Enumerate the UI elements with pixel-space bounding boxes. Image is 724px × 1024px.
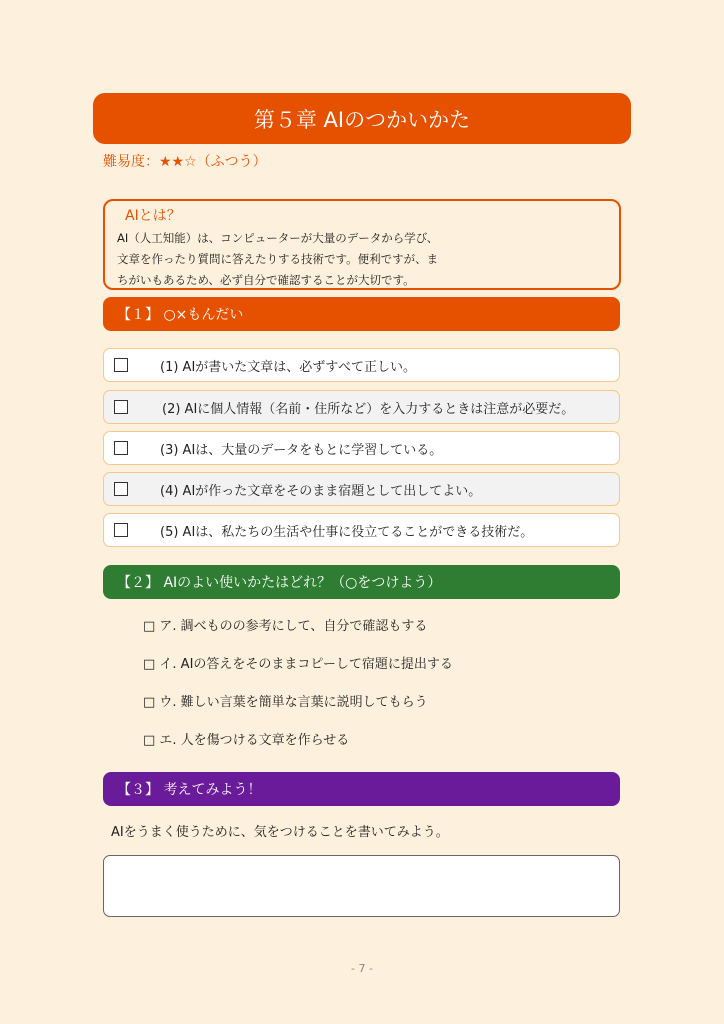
question-row-1 (103, 348, 620, 382)
page-number: - 7 - (351, 962, 373, 975)
info-line: ちがいもあるため、必ず自分で確認することが大切です。 (117, 273, 415, 287)
question-text-3: (3) AIは、大量のデータをもとに学習している。 (160, 442, 443, 458)
info-line: 文章を作ったり質問に答えたりする技術です。便利ですが、ま (117, 252, 439, 266)
question-row-5 (103, 513, 620, 547)
choice-u[interactable]: □ ウ. 難しい言葉を簡単な言葉に説明してもらう (143, 695, 428, 710)
checkbox-4[interactable] (114, 482, 128, 496)
section-1-heading: 【１】 ○×もんだい (103, 297, 620, 331)
checkbox-3[interactable] (114, 441, 128, 455)
checkbox-2[interactable] (114, 400, 128, 414)
info-box (103, 199, 621, 290)
writing-prompt: AIをうまく使うために、気をつけることを書いてみよう。 (111, 825, 449, 840)
info-line: AI（人工知能）は、コンピューターが大量のデータから学び、 (117, 231, 439, 245)
question-row-2 (103, 390, 620, 424)
question-text-4: (4) AIが作った文章をそのまま宿題として出してよい。 (160, 483, 482, 499)
checkbox-1[interactable] (114, 358, 128, 372)
info-box-title: AIとは？ (125, 208, 181, 224)
question-row-4 (103, 472, 620, 506)
question-text-2: (2) AIに個人情報（名前・住所など）を入力するときは注意が必要だ。 (162, 401, 575, 417)
chapter-title-text: 第５章 AIのつかいかた (253, 107, 471, 132)
choice-i[interactable]: □ イ. AIの答えをそのままコピーして宿題に提出する (143, 657, 453, 672)
difficulty-label: 難易度：★★☆（ふつう） (103, 154, 267, 170)
chapter-title (93, 93, 631, 144)
info-box-body (117, 228, 487, 291)
section-3-heading: 【３】 考えてみよう！ (103, 772, 620, 806)
answer-box[interactable] (103, 855, 620, 917)
question-text-1: (1) AIが書いた文章は、必ずすべて正しい。 (160, 359, 417, 375)
section-2-heading: 【２】 AIのよい使いかたはどれ？（○をつけよう） (103, 565, 620, 599)
choice-e[interactable]: □ エ. 人を傷つける文章を作らせる (143, 733, 350, 748)
question-row-3 (103, 431, 620, 465)
choice-a[interactable]: □ ア. 調べものの参考にして、自分で確認もする (143, 619, 428, 634)
checkbox-5[interactable] (114, 523, 128, 537)
question-text-5: (5) AIは、私たちの生活や仕事に役立てることができる技術だ。 (160, 524, 534, 540)
